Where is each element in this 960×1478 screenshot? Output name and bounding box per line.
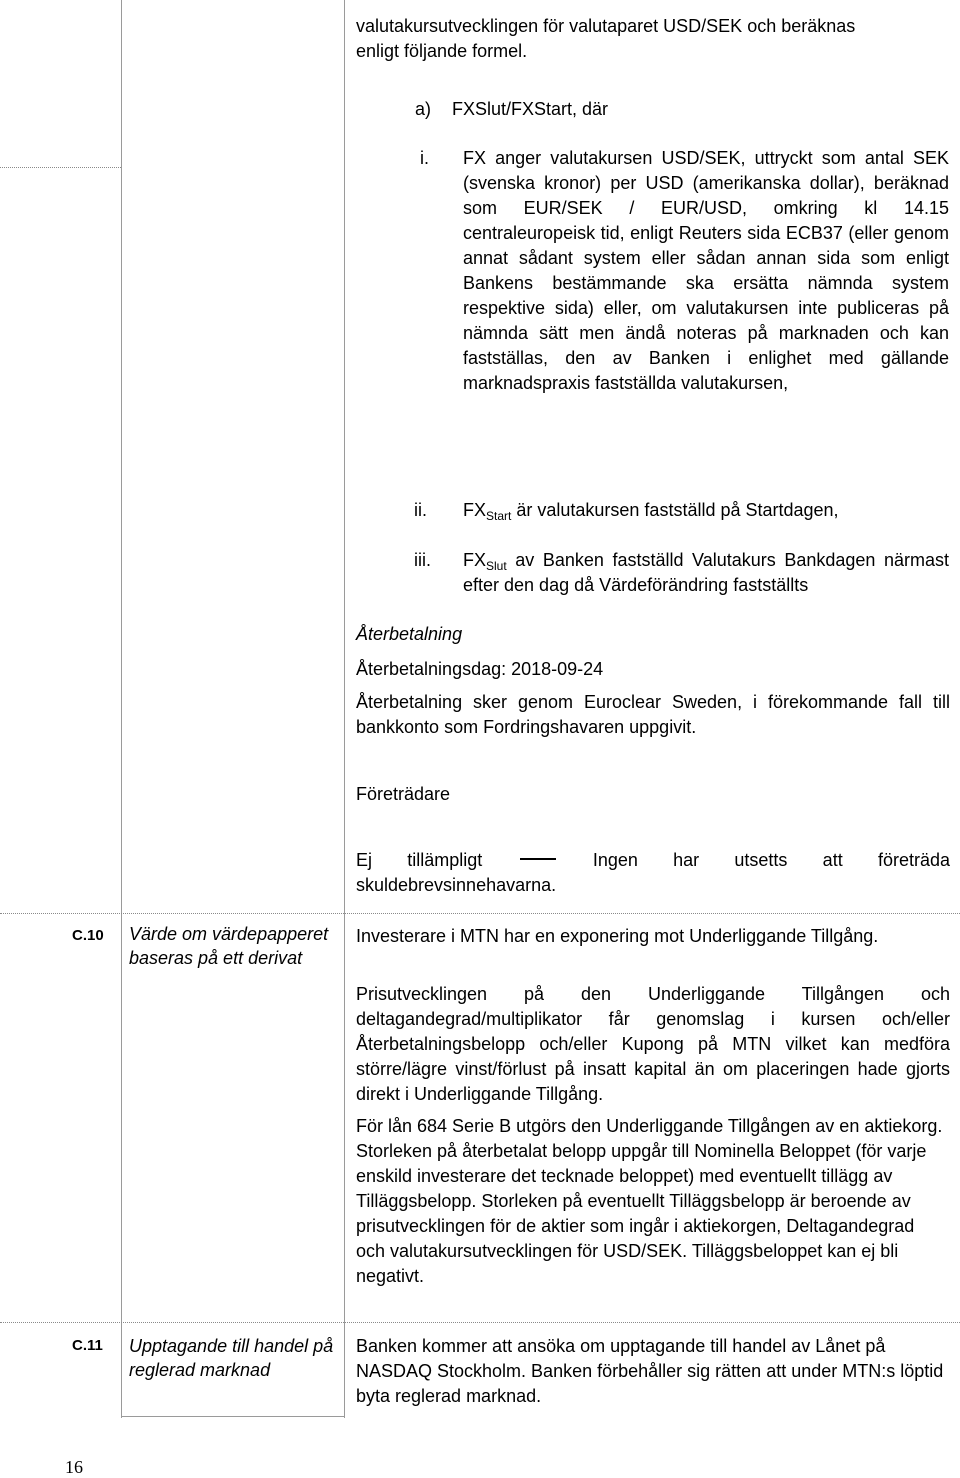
- c10-paragraph-3: För lån 684 Serie B utgörs den Underliggande Tillgången av en aktiekorg. Storleken på återbetalat belopp uppgår till Nominella Beloppet (för varje enskild investerare det tecknade beloppet) med eventuellt tillägg av Tilläggsbelopp. Storleken på eventuellt Tilläggsbelopp är beroende av prisutvecklingen för de aktier som ingår i aktiekorgen, Deltagandegrad och valutakursutvecklingen för USD/SEK. Tilläggsbeloppet kan ej bli negativt.: [356, 1116, 943, 1286]
- item-iii-sub: Slut: [486, 559, 507, 573]
- representative-line-2: skuldebrevsinnehavarna.: [356, 875, 557, 895]
- intro-line-2: enligt följande formel.: [356, 41, 528, 61]
- item-iii-marker: iii.: [414, 550, 431, 570]
- table-divider-c11: [0, 1322, 960, 1323]
- formula-text: FXSlut/FXStart, där: [452, 99, 609, 119]
- item-iii-fx: FX: [463, 550, 487, 570]
- repayment-heading: Återbetalning: [356, 624, 463, 644]
- c10-paragraph-1: Investerare i MTN har en exponering mot Underliggande Tillgång.: [356, 926, 879, 946]
- table-line-right: [344, 0, 345, 1418]
- item-i-marker: i.: [420, 148, 429, 168]
- item-ii-sub: Start: [486, 509, 512, 523]
- table-line-left: [121, 0, 122, 1418]
- formula-label: a): [415, 99, 432, 119]
- table-divider-c10: [0, 913, 960, 914]
- row-code-c11: C.11: [72, 1337, 103, 1354]
- intro-line-1: valutakursutvecklingen för valutaparet USD/SEK och beräknas: [356, 16, 856, 36]
- item-ii-body: är valutakursen fastställd på Startdagen,: [511, 500, 839, 520]
- table-divider-bottom: [121, 1416, 345, 1417]
- item-iii-body: av Banken fastställd Valutakurs Bankdagen närmast efter den dag då Värdeförändring fastställts: [463, 550, 949, 595]
- c11-paragraph-1: Banken kommer att ansöka om upptagande till handel av Lånet på NASDAQ Stockholm. Banken förbehåller sig rätten att under MTN:s löptid byta reglerad marknad.: [356, 1336, 944, 1406]
- page-number: 16: [65, 1457, 83, 1477]
- item-i-text: FX anger valutakursen USD/SEK, uttryckt som antal SEK (svenska kronor) per USD (amerikanska dollar), beräknad som EUR/SEK / EUR/USD, omkring kl 14.15 centraleuropeisk tid, enligt Reuters sida ECB37 (eller genom annat sådant system eller sådan annan sida som enligt Bankens bestämmande ska ersätta nämnda system respektive sida) eller, om valutakursen inte publiceras på nämnda sätt men ändå noteras på marknaden och kan fastställas, den av Banken i enlighet med gällande marknadspraxis fastställda valutakursen,: [463, 148, 949, 393]
- representative-text-after: Ingen har utsetts att företräda: [592, 850, 950, 870]
- item-ii-fx: FX: [463, 500, 487, 520]
- repayment-date: Återbetalningsdag: 2018-09-24: [356, 659, 604, 679]
- row-label-c11: Upptagande till handel på reglerad marknad: [129, 1336, 334, 1380]
- c10-paragraph-2: Prisutvecklingen på den Underliggande Tillgången och deltagandegrad/multiplikator får genomslag i kursen och/eller Återbetalningsbelopp och/eller Kupong på MTN vilket kan medföra större/lägre vinst/förlust på insatt kapital än om placeringen hade gjorts direkt i Underliggande Tillgång.: [356, 984, 950, 1104]
- representative-heading: Företrädare: [356, 784, 451, 804]
- item-ii-text: [463, 498, 949, 523]
- repayment-text: Återbetalning sker genom Euroclear Sweden, i förekommande fall till bankkonto som Fordringshavaren uppgivit.: [356, 692, 950, 737]
- row-code-c10: C.10: [72, 927, 104, 944]
- row-label-c10: Värde om värdepapperet baseras på ett derivat: [129, 924, 329, 968]
- representative-line-1: [356, 848, 950, 873]
- item-iii-text: [463, 548, 949, 598]
- representative-text-before: Ej tillämpligt: [356, 850, 483, 870]
- dash-separator: [520, 858, 556, 860]
- item-ii-marker: ii.: [414, 500, 427, 520]
- table-divider-top: [0, 167, 121, 168]
